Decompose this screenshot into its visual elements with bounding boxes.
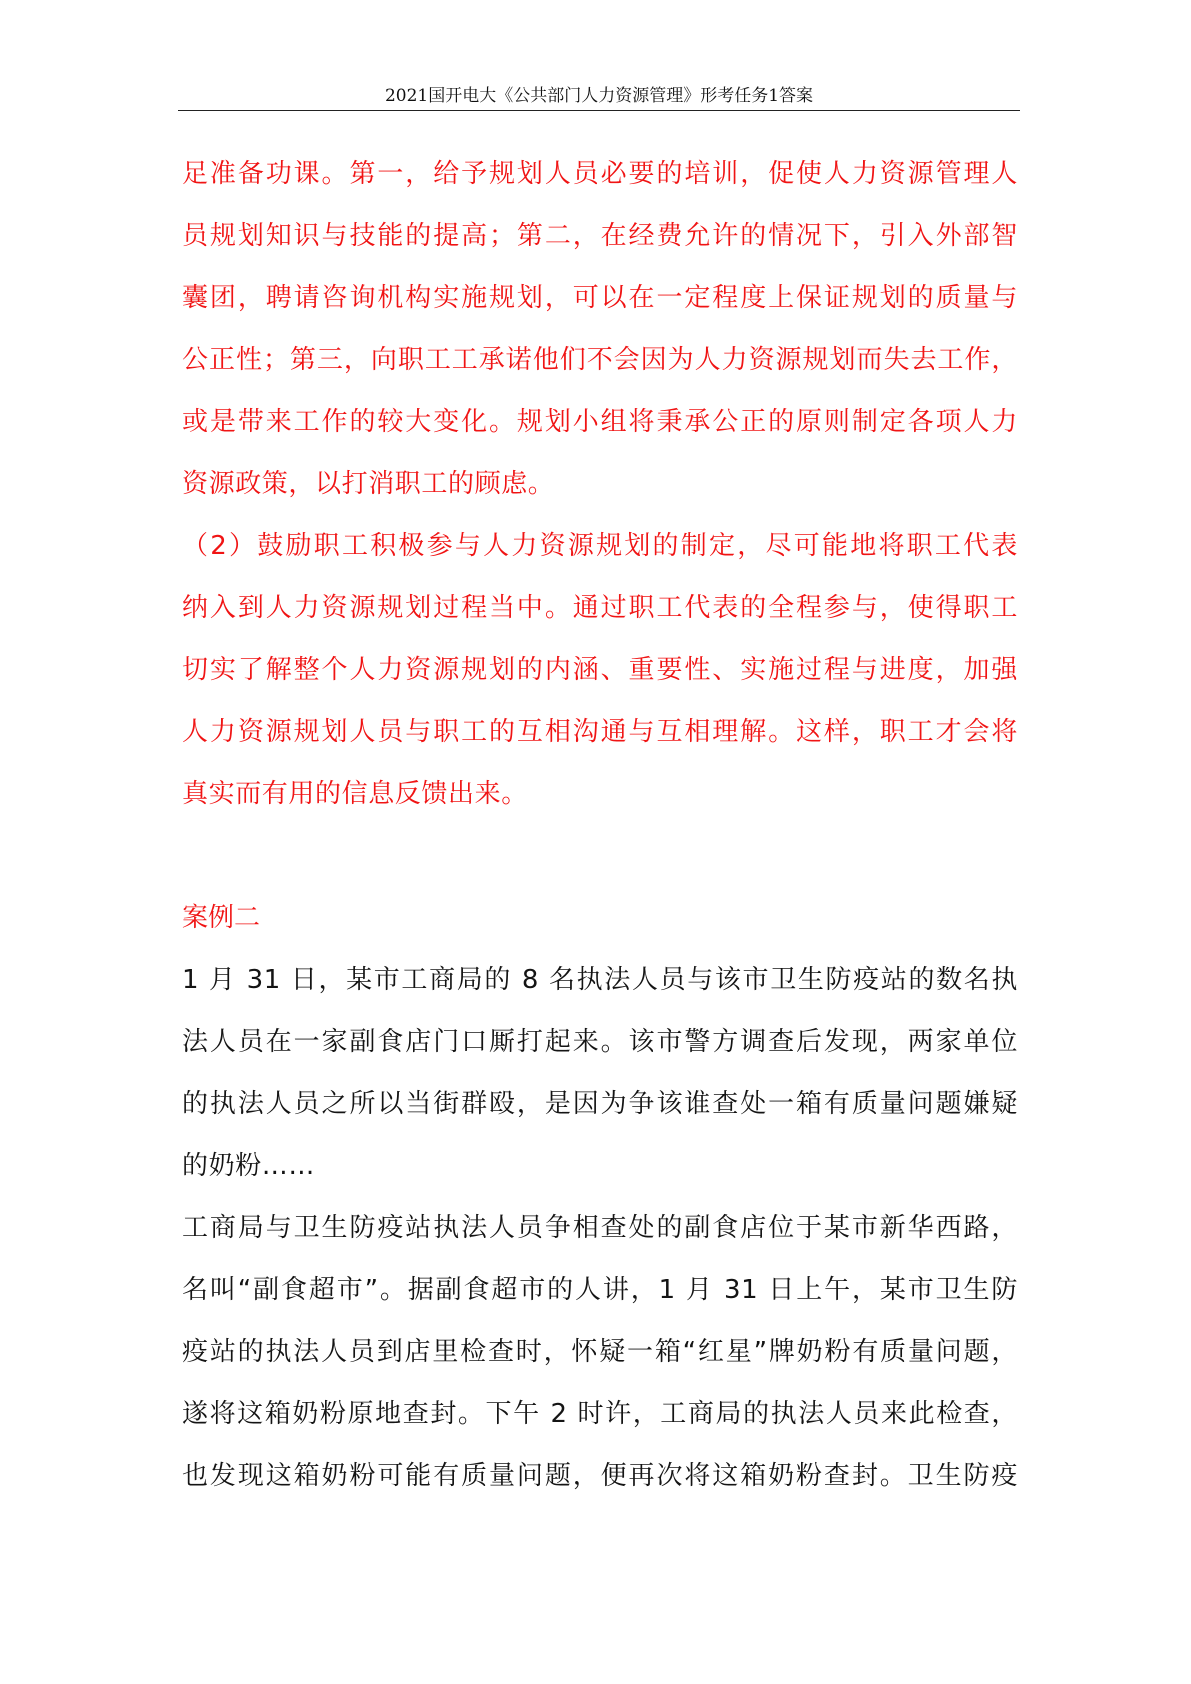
- text-line: 员规划知识与技能的提高；第二，在经费允许的情况下，引入外部智: [182, 221, 1018, 251]
- text-line: 疫站的执法人员到店里检查时，怀疑一箱“红星”牌奶粉有质量问题，: [182, 1337, 1018, 1367]
- text-line: 公正性；第三，向职工工承诺他们不会因为人力资源规划而失去工作，: [182, 345, 1018, 375]
- text-line: 名叫“副食超市”。据副食超市的人讲，1 月 31 日上午，某市卫生防: [182, 1275, 1018, 1305]
- text-line: 的奶粉……: [182, 1151, 316, 1181]
- text-line: 或是带来工作的较大变化。规划小组将秉承公正的原则制定各项人力: [182, 407, 1018, 437]
- document-body: [182, 143, 1018, 1507]
- text-line: 足准备功课。第一，给予规划人员必要的培训，促使人力资源管理人: [182, 159, 1018, 189]
- text-line: 人力资源规划人员与职工的互相沟通与互相理解。这样，职工才会将: [182, 717, 1018, 747]
- text-line: 切实了解整个人力资源规划的内涵、重要性、实施过程与进度，加强: [182, 655, 1018, 685]
- text-line: 法人员在一家副食店门口厮打起来。该市警方调查后发现，两家单位: [182, 1027, 1018, 1057]
- text-line: 真实而有用的信息反馈出来。: [182, 779, 528, 809]
- blank-line: [182, 825, 1018, 887]
- text-line: 囊团，聘请咨询机构实施规划，可以在一定程度上保证规划的质量与: [182, 283, 1018, 313]
- text-line: 1 月 31 日，某市工商局的 8 名执法人员与该市卫生防疫站的数名执: [182, 965, 1018, 995]
- text-line: 也发现这箱奶粉可能有质量问题，便再次将这箱奶粉查封。卫生防疫: [182, 1461, 1018, 1491]
- text-line: 的执法人员之所以当街群殴，是因为争该谁查处一箱有质量问题嫌疑: [182, 1089, 1018, 1119]
- text-line: 遂将这箱奶粉原地查封。下午 2 时许，工商局的执法人员来此检查，: [182, 1399, 1018, 1429]
- answer-paragraph-2: [182, 515, 1018, 825]
- case-paragraph-1: [182, 949, 1018, 1197]
- text-line: 工商局与卫生防疫站执法人员争相查处的副食店位于某市新华西路，: [182, 1213, 1018, 1243]
- text-line: 纳入到人力资源规划过程当中。通过职工代表的全程参与，使得职工: [182, 593, 1018, 623]
- page-header: 2021国开电大《公共部门人力资源管理》形考任务1答案: [384, 86, 814, 106]
- case-heading: 案例二: [182, 903, 261, 933]
- text-line: （2）鼓励职工积极参与人力资源规划的制定，尽可能地将职工代表: [182, 531, 1018, 561]
- header-divider: [178, 110, 1020, 111]
- answer-paragraph-1: [182, 143, 1018, 515]
- text-line: 资源政策，以打消职工的顾虑。: [182, 469, 555, 499]
- case-paragraph-2: [182, 1197, 1018, 1507]
